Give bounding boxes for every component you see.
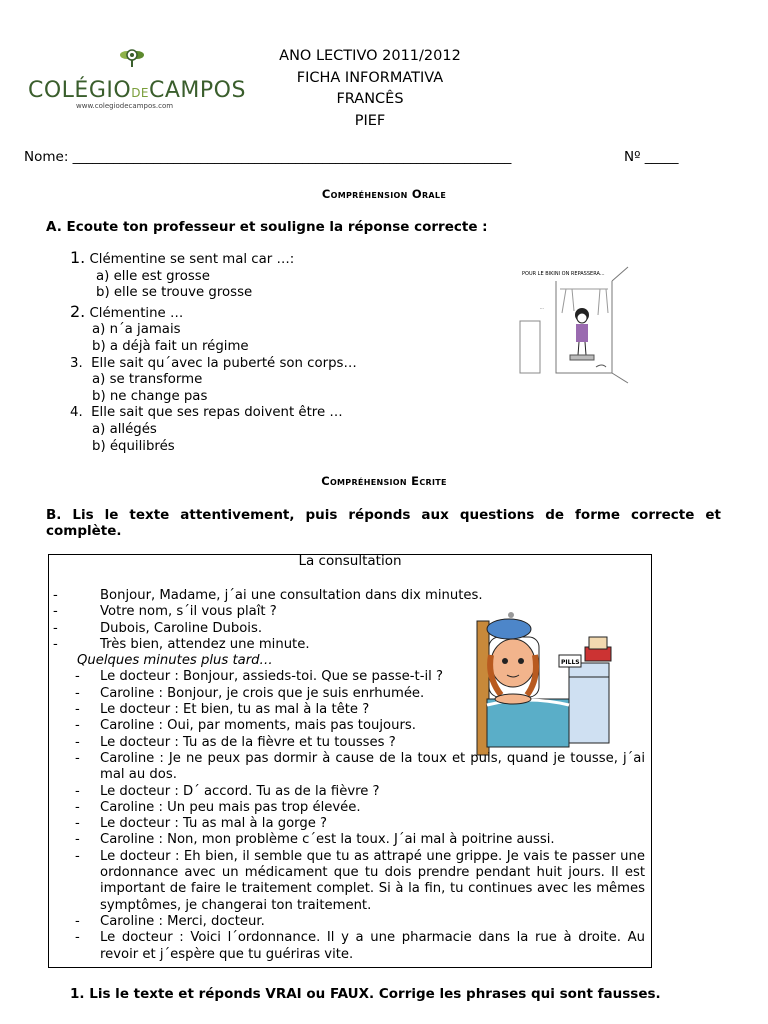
dialogue-line: - Caroline : Je ne peux pas dormir à cause de la toux et puis, quand je tousse, j´ai mal au dos. bbox=[75, 750, 645, 783]
pill-bottle-label: PILLS bbox=[561, 659, 580, 666]
question-item: 4. Elle sait que ses repas doivent être … bbox=[70, 405, 343, 421]
text-box-title: La consultation bbox=[298, 553, 402, 569]
dialogue-line: - Le docteur : Bonjour, assieds-toi. Que se passe-t-il ? bbox=[75, 669, 443, 685]
header-line-subject: FRANCÊS bbox=[336, 91, 404, 107]
option[interactable]: a) n´a jamais bbox=[92, 322, 181, 338]
svg-text:...: ... bbox=[540, 305, 544, 310]
option[interactable]: b) a déjà fait un régime bbox=[92, 338, 249, 354]
nome-field[interactable]: Nome: _________________________________________________________________ bbox=[24, 149, 512, 165]
dialogue-line: - Caroline : Bonjour, je crois que je suis enrhumée. bbox=[75, 685, 425, 701]
option[interactable]: a) elle est grosse bbox=[96, 268, 210, 284]
header-line-year: ANO LECTIVO 2011/2012 bbox=[279, 48, 461, 64]
dialogue-line: - Le docteur : Tu as de la fièvre et tu tousses ? bbox=[75, 734, 396, 750]
question-item: 1. Clémentine se sent mal car …: bbox=[70, 248, 295, 267]
numero-field[interactable]: Nº _____ bbox=[624, 149, 679, 165]
dialogue-line: - Le docteur : Voici l´ordonnance. Il y a une pharmacie dans la rue à droite. Au revoir et j´espère que tu guériras vite. bbox=[75, 930, 645, 962]
option[interactable]: b) elle se trouve grosse bbox=[96, 285, 253, 301]
part-a-questions bbox=[70, 250, 357, 455]
dialogue-line: - Le docteur : Et bien, tu as mal à la tête ? bbox=[75, 702, 370, 718]
dialogue-line: - Caroline : Oui, par moments, mais pas toujours. bbox=[75, 718, 416, 734]
logo-text: COLÉGIODECAMPOS bbox=[28, 78, 246, 103]
dialogue-line: - Le docteur : D´ accord. Tu as de la fièvre ? bbox=[75, 783, 380, 799]
part-a-title: A. Ecoute ton professeur et souligne la réponse correcte : bbox=[46, 219, 488, 235]
dialogue-line: - Le docteur : Tu as mal à la gorge ? bbox=[75, 816, 328, 832]
section-heading-ecrite: Compréhension Ecrite bbox=[321, 474, 447, 488]
option[interactable]: b) équilibrés bbox=[92, 438, 175, 454]
dialogue-line: - Caroline : Merci, docteur. bbox=[75, 913, 265, 929]
student-info-line bbox=[24, 149, 704, 165]
question-item: 2. Clémentine … bbox=[70, 301, 184, 321]
school-logo bbox=[24, 44, 246, 116]
section-heading-orale: Compréhension Orale bbox=[321, 187, 447, 201]
option[interactable]: a) allégés bbox=[92, 421, 157, 437]
option[interactable]: b) ne change pas bbox=[92, 388, 208, 404]
header-line-type: FICHA INFORMATIVA bbox=[296, 69, 444, 86]
dialogue-line: - Très bien, attendez une minute. bbox=[53, 636, 310, 652]
leaf-icon bbox=[120, 46, 144, 68]
dialogue-line: - Caroline : Un peu mais pas trop élevée. bbox=[75, 799, 361, 815]
dialogue-narration: Quelques minutes plus tard… bbox=[77, 653, 273, 669]
dialogue-text bbox=[53, 588, 645, 963]
header-line-program: PIEF bbox=[354, 112, 386, 129]
document-header bbox=[250, 46, 490, 132]
logo-url: www.colegiodecampos.com bbox=[76, 102, 174, 110]
dialogue-line: - Dubois, Caroline Dubois. bbox=[53, 620, 263, 636]
dialogue-line: - Votre nom, s´il vous plaît ? bbox=[53, 604, 277, 620]
question-item: 3. Elle sait qu´avec la puberté son corps… bbox=[70, 355, 357, 371]
text-box-consultation bbox=[48, 554, 652, 968]
cartoon-girl-scale-image bbox=[516, 263, 632, 385]
dialogue-line: - Caroline : Non, mon problème c´est la toux. J´ai mal à poitrine aussi. bbox=[75, 832, 555, 848]
question-1-title: 1. Lis le texte et réponds VRAI ou FAUX. Corrige les phrases qui sont fausses. bbox=[70, 986, 661, 1002]
part-b-title: B. Lis le texte attentivement, puis réponds aux questions de forme correcte et complète. bbox=[46, 507, 721, 539]
dialogue-line: - Bonjour, Madame, j´ai une consultation dans dix minutes. bbox=[53, 588, 483, 603]
option[interactable]: a) se transforme bbox=[92, 372, 203, 388]
cartoon-caption: POUR LE BIKINI ON REPASSERA... bbox=[522, 271, 605, 277]
dialogue-line: - Le docteur : Eh bien, il semble que tu as attrapé une grippe. Je vais te passer une ordonnance avec un médicament que tu dois prendre pendant huit jours. Il est important de faire le traitement complet. Si à la fin, tu continues avec les mêmes symptômes, je changerai ton traitement. bbox=[75, 848, 645, 913]
